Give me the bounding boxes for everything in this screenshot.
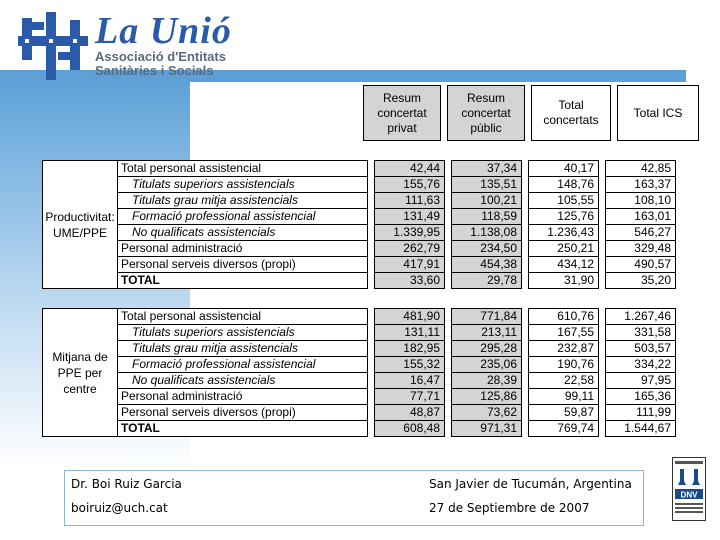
group-label-line: centre: [63, 381, 97, 396]
value-cell: 125,86: [452, 389, 522, 405]
table-row: [43, 389, 676, 405]
table-row: [43, 273, 676, 289]
value-cell: 40,17: [529, 161, 599, 177]
value-cell: 490,57: [606, 257, 676, 273]
table-row: [43, 241, 676, 257]
table-row: [43, 209, 676, 225]
value-cell: 111,99: [606, 405, 676, 421]
value-cell: 610,76: [529, 309, 599, 325]
value-cell: 262,79: [375, 241, 445, 257]
value-cell: 155,76: [375, 177, 445, 193]
value-cell: 1.267,46: [606, 309, 676, 325]
value-cell: 295,28: [452, 341, 522, 357]
value-cell: 1.339,95: [375, 225, 445, 241]
group-label-line: Productivitat:: [45, 209, 115, 224]
value-cell: 131,49: [375, 209, 445, 225]
row-label: TOTAL: [118, 273, 368, 289]
value-cell: 33,60: [375, 273, 445, 289]
table-row: [43, 257, 676, 273]
value-cell: 16,47: [375, 373, 445, 389]
value-cell: 608,48: [375, 421, 445, 437]
row-group-label: [43, 309, 118, 437]
footer-email: boiruiz@uch.cat: [71, 501, 168, 515]
value-cell: 503,57: [606, 341, 676, 357]
row-label: Total personal assistencial: [118, 309, 368, 325]
value-cell: 235,06: [452, 357, 522, 373]
row-label: TOTAL: [118, 421, 368, 437]
value-cell: 155,32: [375, 357, 445, 373]
value-cell: 42,85: [606, 161, 676, 177]
value-cell: 77,71: [375, 389, 445, 405]
table-row: [43, 309, 676, 325]
value-cell: 232,87: [529, 341, 599, 357]
value-cell: 769,74: [529, 421, 599, 437]
value-cell: 37,34: [452, 161, 522, 177]
value-cell: 100,21: [452, 193, 522, 209]
group-label-line: Mitjana de: [52, 349, 108, 364]
brand-name: La Unió: [95, 10, 232, 52]
value-cell: 334,22: [606, 357, 676, 373]
value-cell: 108,10: [606, 193, 676, 209]
table-row: [43, 177, 676, 193]
value-cell: 182,95: [375, 341, 445, 357]
value-cell: 48,87: [375, 405, 445, 421]
value-cell: 329,48: [606, 241, 676, 257]
value-cell: 1.544,67: [606, 421, 676, 437]
table-row: [43, 225, 676, 241]
row-group-label: [43, 161, 118, 289]
table-row: [43, 341, 676, 357]
dnv-certification-seal-icon: [672, 457, 706, 521]
value-cell: 111,63: [375, 193, 445, 209]
table-row: [43, 325, 676, 341]
value-cell: 42,44: [375, 161, 445, 177]
row-label: Personal serveis diversos (propi): [118, 405, 368, 421]
value-cell: 59,87: [529, 405, 599, 421]
value-cell: 250,21: [529, 241, 599, 257]
cert-label: DNV: [680, 490, 698, 500]
row-label: No qualificats assistencials: [118, 373, 368, 389]
col-header-total-concertats: Total concertats: [532, 86, 611, 141]
footer-author: Dr. Boi Ruiz Garcia: [71, 477, 182, 491]
header-blue-bar: [190, 70, 686, 82]
col-header-total-ics: Total ICS: [618, 86, 699, 141]
productivity-table: [42, 160, 676, 289]
footer-place: San Javier de Tucumán, Argentina: [429, 477, 632, 491]
value-cell: 234,50: [452, 241, 522, 257]
value-cell: 546,27: [606, 225, 676, 241]
column-header-table: [363, 85, 699, 141]
value-cell: 22,58: [529, 373, 599, 389]
value-cell: 771,84: [452, 309, 522, 325]
value-cell: 135,51: [452, 177, 522, 193]
value-cell: 125,76: [529, 209, 599, 225]
value-cell: 99,11: [529, 389, 599, 405]
brand-subtitle-1: Associació d'Entitats: [95, 49, 226, 64]
value-cell: 131,11: [375, 325, 445, 341]
value-cell: 971,31: [452, 421, 522, 437]
footer-box: [64, 470, 644, 526]
value-cell: 167,55: [529, 325, 599, 341]
row-label: Personal administració: [118, 241, 368, 257]
value-cell: 331,58: [606, 325, 676, 341]
value-cell: 417,91: [375, 257, 445, 273]
value-cell: 163,37: [606, 177, 676, 193]
value-cell: 31,90: [529, 273, 599, 289]
group-label-line: PPE per: [57, 365, 103, 380]
value-cell: 165,36: [606, 389, 676, 405]
row-label: Titulats grau mitja assistencials: [118, 193, 368, 209]
brand-block: [95, 12, 232, 78]
row-label: Personal administració: [118, 389, 368, 405]
col-header-concertat-privat: Resum concertat privat: [364, 86, 441, 141]
table-row: [43, 405, 676, 421]
table-row: [43, 421, 676, 437]
table-row: [43, 357, 676, 373]
mean-ppe-table: [42, 308, 676, 437]
value-cell: 105,55: [529, 193, 599, 209]
value-cell: 97,95: [606, 373, 676, 389]
row-label: Total personal assistencial: [118, 161, 368, 177]
col-header-concertat-public: Resum concertat públic: [448, 86, 525, 141]
row-label: Formació professional assistencial: [118, 209, 368, 225]
row-label: Formació professional assistencial: [118, 357, 368, 373]
value-cell: 434,12: [529, 257, 599, 273]
group-label-line: UME/PPE: [52, 225, 107, 240]
row-label: No qualificats assistencials: [118, 225, 368, 241]
value-cell: 148,76: [529, 177, 599, 193]
value-cell: 29,78: [452, 273, 522, 289]
row-label: Titulats superiors assistencials: [118, 325, 368, 341]
value-cell: 454,38: [452, 257, 522, 273]
table-row: [43, 373, 676, 389]
value-cell: 28,39: [452, 373, 522, 389]
row-label: Titulats grau mitja assistencials: [118, 341, 368, 357]
row-label: Titulats superiors assistencials: [118, 177, 368, 193]
value-cell: 1.138,08: [452, 225, 522, 241]
value-cell: 118,59: [452, 209, 522, 225]
value-cell: 1.236,43: [529, 225, 599, 241]
value-cell: 73,62: [452, 405, 522, 421]
la-unio-logo-icon: [18, 12, 88, 80]
value-cell: 190,76: [529, 357, 599, 373]
table-row: [43, 161, 676, 177]
footer-date: 27 de Septiembre de 2007: [429, 501, 590, 515]
value-cell: 213,11: [452, 325, 522, 341]
row-label: Personal serveis diversos (propi): [118, 257, 368, 273]
value-cell: 35,20: [606, 273, 676, 289]
brand-subtitle-2: Sanitàries i Socials: [95, 63, 214, 78]
value-cell: 481,90: [375, 309, 445, 325]
value-cell: 163,01: [606, 209, 676, 225]
table-row: [43, 193, 676, 209]
